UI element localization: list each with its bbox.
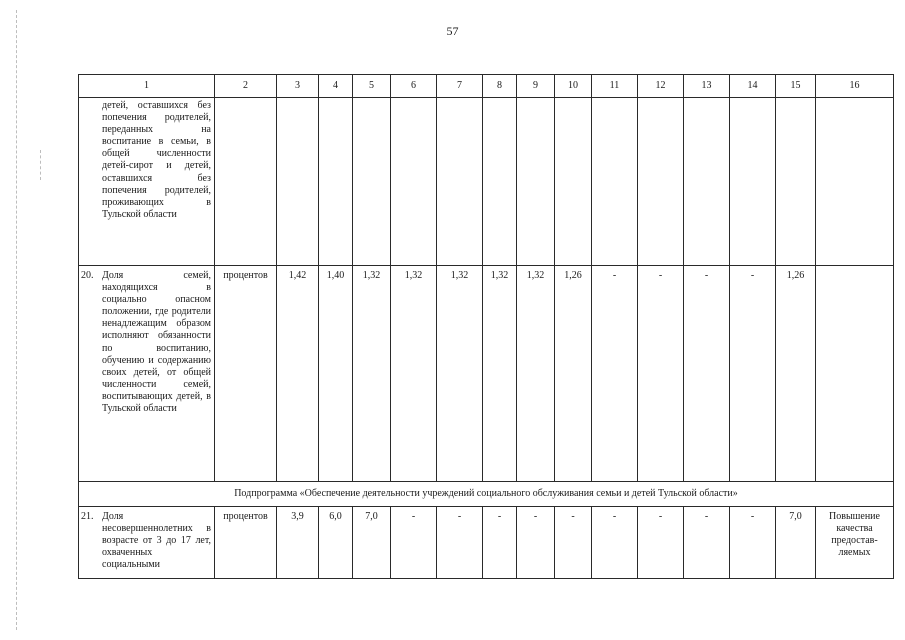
note-cell: Повышение качества предостав-ляемых [816, 507, 894, 579]
indicator-name-cell [79, 266, 215, 482]
table-row [79, 266, 894, 482]
scan-mark-left-inner [40, 150, 41, 180]
header-cell: 16 [816, 75, 894, 98]
indicator-name: детей, оставшихся без попечения родителей, переданных на воспитание в семьи, в общей численности детей-сирот и детей, оставшихся без попечения родителей, проживающих в Тульской области [102, 100, 211, 220]
header-cell: 9 [517, 75, 555, 98]
value-cell: 1,26 [776, 266, 816, 482]
indicator-name: Доля семей, находящихся в социально опасном положении, где родители ненадлежащим образом исполняют обязанности по воспитанию, обучению и содержанию своих детей, от общей численности семей, воспитывающих детей, в Тульской области [102, 270, 211, 415]
value-cell: - [391, 507, 437, 579]
header-cell: 14 [730, 75, 776, 98]
value-cell: - [592, 266, 638, 482]
row-index: 20. [81, 270, 94, 281]
value-cell: - [684, 266, 730, 482]
unit-cell: процентов [215, 507, 277, 579]
header-cell: 2 [215, 75, 277, 98]
indicator-name: Доля несовершеннолетних в возрасте от 3 до 17 лет, охваченных социальными [102, 511, 211, 571]
value-cell: - [684, 507, 730, 579]
header-cell: 11 [592, 75, 638, 98]
value-cell: 6,0 [319, 507, 353, 579]
header-cell: 1 [79, 75, 215, 98]
value-cell: - [437, 507, 483, 579]
value-cell: - [483, 507, 517, 579]
header-cell: 13 [684, 75, 730, 98]
subprogram-title: Подпрограмма «Обеспечение деятельности учреждений социального обслуживания семьи и детей Тульской области» [79, 482, 894, 507]
value-cell: - [592, 507, 638, 579]
value-cell: - [517, 507, 555, 579]
indicator-name-cell [79, 98, 215, 266]
value-cell: 1,32 [437, 266, 483, 482]
value-cell: - [730, 507, 776, 579]
header-cell: 5 [353, 75, 391, 98]
header-cell: 10 [555, 75, 592, 98]
header-cell: 6 [391, 75, 437, 98]
value-cell: - [555, 507, 592, 579]
value-cell: 1,26 [555, 266, 592, 482]
scan-mark-left [16, 10, 17, 630]
value-cell: - [730, 266, 776, 482]
value-cell: 3,9 [277, 507, 319, 579]
table-row [79, 507, 894, 579]
value-cell: 1,42 [277, 266, 319, 482]
unit-cell: процентов [215, 266, 277, 482]
note-cell [816, 266, 894, 482]
value-cell: 1,32 [353, 266, 391, 482]
value-cell: - [638, 266, 684, 482]
value-cell: 7,0 [353, 507, 391, 579]
value-cell: - [638, 507, 684, 579]
value-cell: 7,0 [776, 507, 816, 579]
header-cell: 7 [437, 75, 483, 98]
subprogram-row [79, 482, 894, 507]
indicator-table [78, 74, 894, 579]
header-cell: 8 [483, 75, 517, 98]
header-cell: 12 [638, 75, 684, 98]
header-cell: 3 [277, 75, 319, 98]
header-row [79, 75, 894, 98]
page-number: 57 [446, 24, 459, 38]
value-cell: 1,32 [483, 266, 517, 482]
value-cell: 1,40 [319, 266, 353, 482]
value-cell: 1,32 [391, 266, 437, 482]
header-cell: 4 [319, 75, 353, 98]
value-cell: 1,32 [517, 266, 555, 482]
row-index: 21. [81, 511, 94, 522]
indicator-name-cell [79, 507, 215, 579]
table-row [79, 98, 894, 266]
header-cell: 15 [776, 75, 816, 98]
